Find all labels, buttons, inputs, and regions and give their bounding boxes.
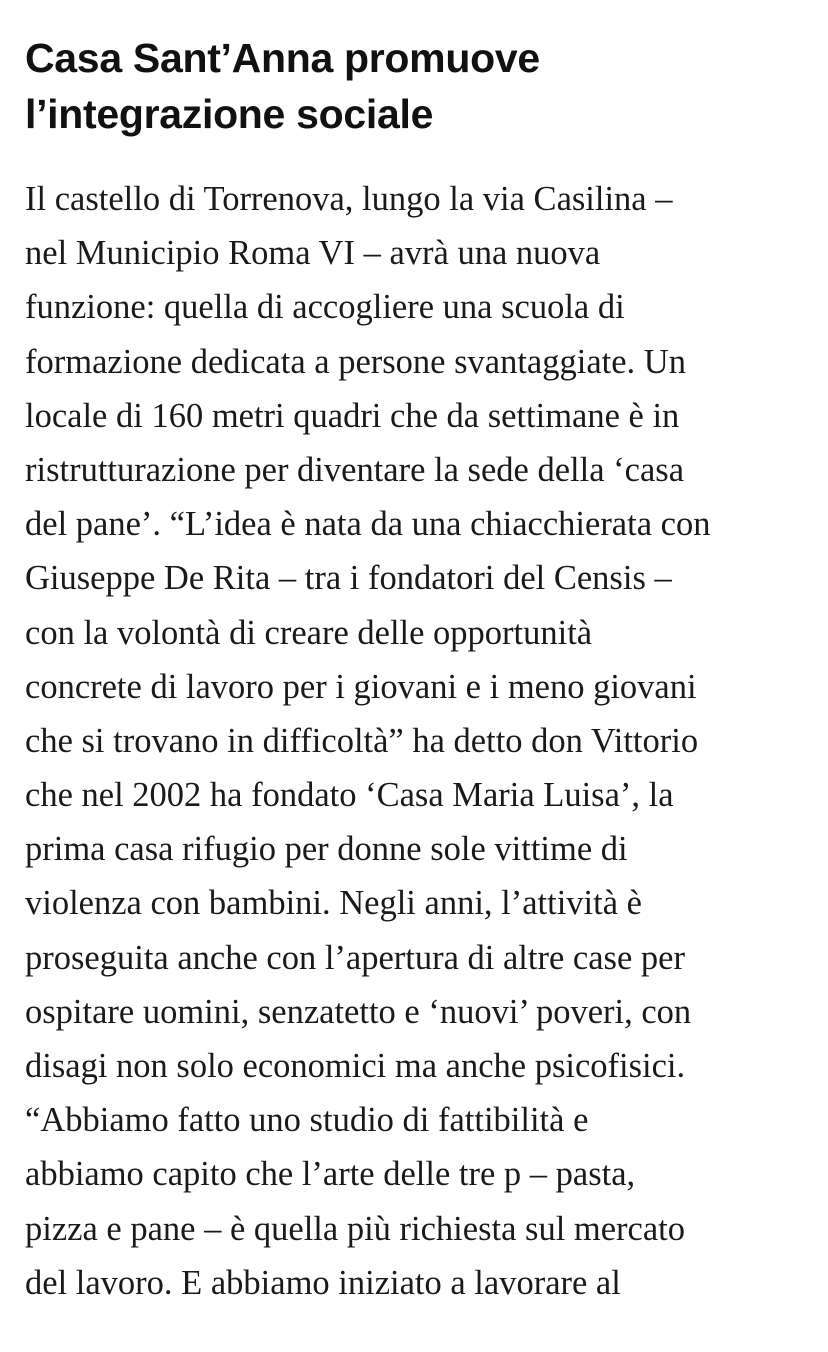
body-line: nel Municipio Roma VI – avrà una nuova — [25, 234, 601, 273]
body-line: formazione dedicata a persone svantaggiate. Un — [25, 342, 686, 381]
body-line: “Abbiamo fatto uno studio di fattibilità e — [25, 1101, 589, 1140]
body-line: proseguita anche con l’apertura di altre case per — [25, 938, 685, 977]
body-line: pizza e pane – è quella più richiesta sul mercato — [25, 1209, 685, 1248]
body-line: violenza con bambini. Negli anni, l’attività è — [25, 884, 642, 923]
body-line: concrete di lavoro per i giovani e i meno giovani — [25, 667, 697, 706]
body-line: che nel 2002 ha fondato ‘Casa Maria Luisa’, la — [25, 776, 674, 815]
body-line: del pane’. “L’idea è nata da una chiacchierata con — [25, 505, 711, 544]
body-line: funzione: quella di accogliere una scuola di — [25, 288, 625, 327]
body-line: abbiamo capito che l’arte delle tre p – pasta, — [25, 1155, 636, 1194]
headline-line: Casa Sant’Anna promuove — [25, 35, 540, 81]
body-line: locale di 160 metri quadri che da settimane è in — [25, 396, 680, 435]
body-line: Giuseppe De Rita – tra i fondatori del Censis – — [25, 559, 672, 598]
article-body — [25, 172, 828, 1310]
body-line: del lavoro. E abbiamo iniziato a lavorare al — [25, 1263, 621, 1302]
body-line: con la volontà di creare delle opportunità — [25, 613, 593, 652]
body-line: ristrutturazione per diventare la sede della ‘casa — [25, 450, 685, 489]
body-line: che si trovano in difficoltà” ha detto don Vittorio — [25, 721, 699, 760]
body-line: Il castello di Torrenova, lungo la via Casilina – — [25, 180, 673, 218]
article — [25, 30, 828, 1310]
body-line: disagi non solo economici ma anche psicofisici. — [25, 1047, 686, 1085]
body-line: ospitare uomini, senzatetto e ‘nuovi’ poveri, con — [25, 992, 692, 1031]
body-line: prima casa rifugio per donne sole vittime di — [25, 830, 628, 869]
article-headline — [25, 30, 828, 142]
headline-line: l’integrazione sociale — [25, 91, 434, 137]
